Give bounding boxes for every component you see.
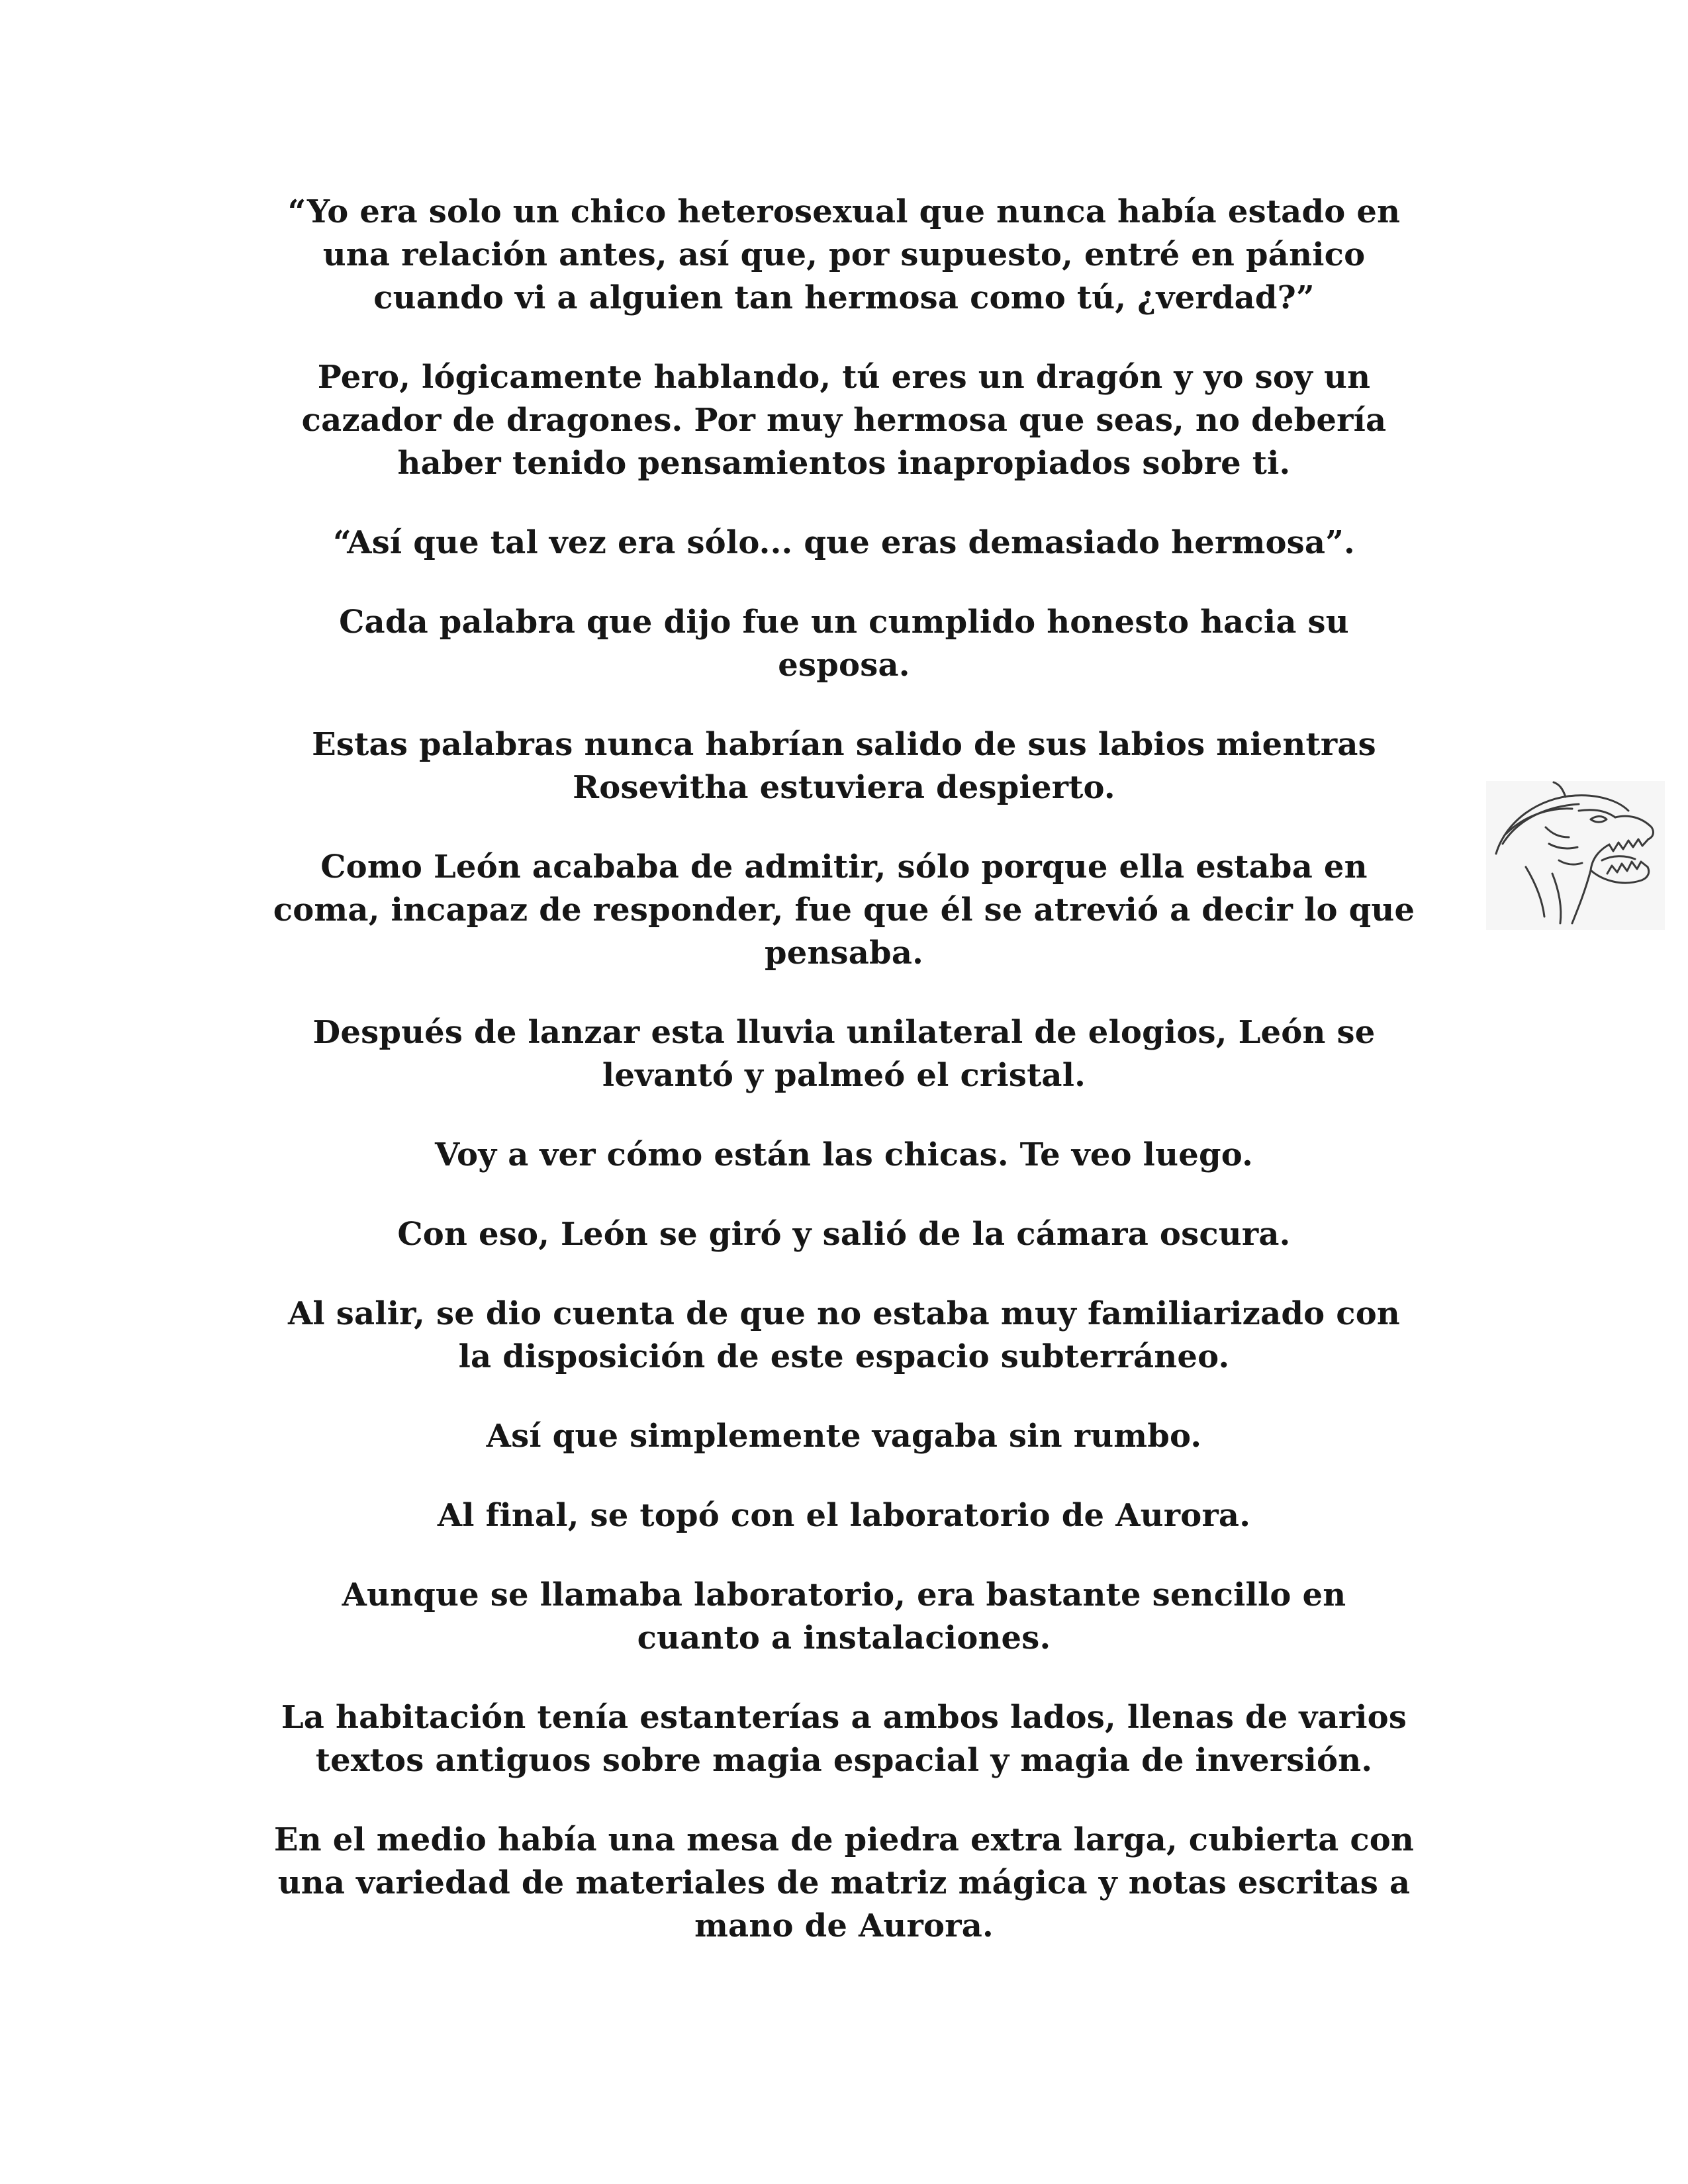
dragon-head-icon (1486, 781, 1665, 930)
paragraph-2: Pero, lógicamente hablando, tú eres un dragón y yo soy un cazador de dragones. Por muy hermosa que seas, no debería haber tenido pensamientos inapropiados sobre ti. (301, 359, 1387, 482)
paragraph-3: “Así que tal vez era sólo... que eras demasiado hermosa”. (333, 524, 1355, 561)
paragraph-14: La habitación tenía estanterías a ambos lados, llenas de varios textos antiguos sobre magia espacial y magia de inversión. (281, 1699, 1407, 1779)
paragraph-15: En el medio había una mesa de piedra extra larga, cubierta con una variedad de materiales de matriz mágica y notas escritas a mano de Aurora. (273, 1821, 1415, 1944)
paragraph-7: Después de lanzar esta lluvia unilateral de elogios, León se levantó y palmeó el cristal. (312, 1014, 1376, 1094)
paragraph-5: Estas palabras nunca habrían salido de sus labios mientras Rosevitha estuviera despierto. (312, 726, 1376, 806)
paragraph-6: Como León acababa de admitir, sólo porque ella estaba en coma, incapaz de responder, fue que él se atrevió a decir lo que pensaba. (273, 848, 1415, 972)
page-body (199, 191, 1489, 1984)
paragraph-10: Al salir, se dio cuenta de que no estaba muy familiarizado con la disposición de este espacio subterráneo. (287, 1295, 1401, 1375)
paragraph-13: Aunque se llamaba laboratorio, era bastante sencillo en cuanto a instalaciones. (342, 1576, 1346, 1657)
paragraph-1: “Yo era solo un chico heterosexual que nunca había estado en una relación antes, así que, por supuesto, entré en pánico cuando vi a alguien tan hermosa como tú, ¿verdad?” (287, 193, 1401, 316)
paragraph-9: Con eso, León se giró y salió de la cámara oscura. (397, 1216, 1291, 1253)
paragraph-4: Cada palabra que dijo fue un cumplido honesto hacia su esposa. (339, 604, 1349, 684)
paragraph-12: Al final, se topó con el laboratorio de Aurora. (437, 1497, 1251, 1534)
paragraph-8: Voy a ver cómo están las chicas. Te veo luego. (434, 1136, 1254, 1173)
paragraph-11: Así que simplemente vagaba sin rumbo. (486, 1418, 1202, 1455)
